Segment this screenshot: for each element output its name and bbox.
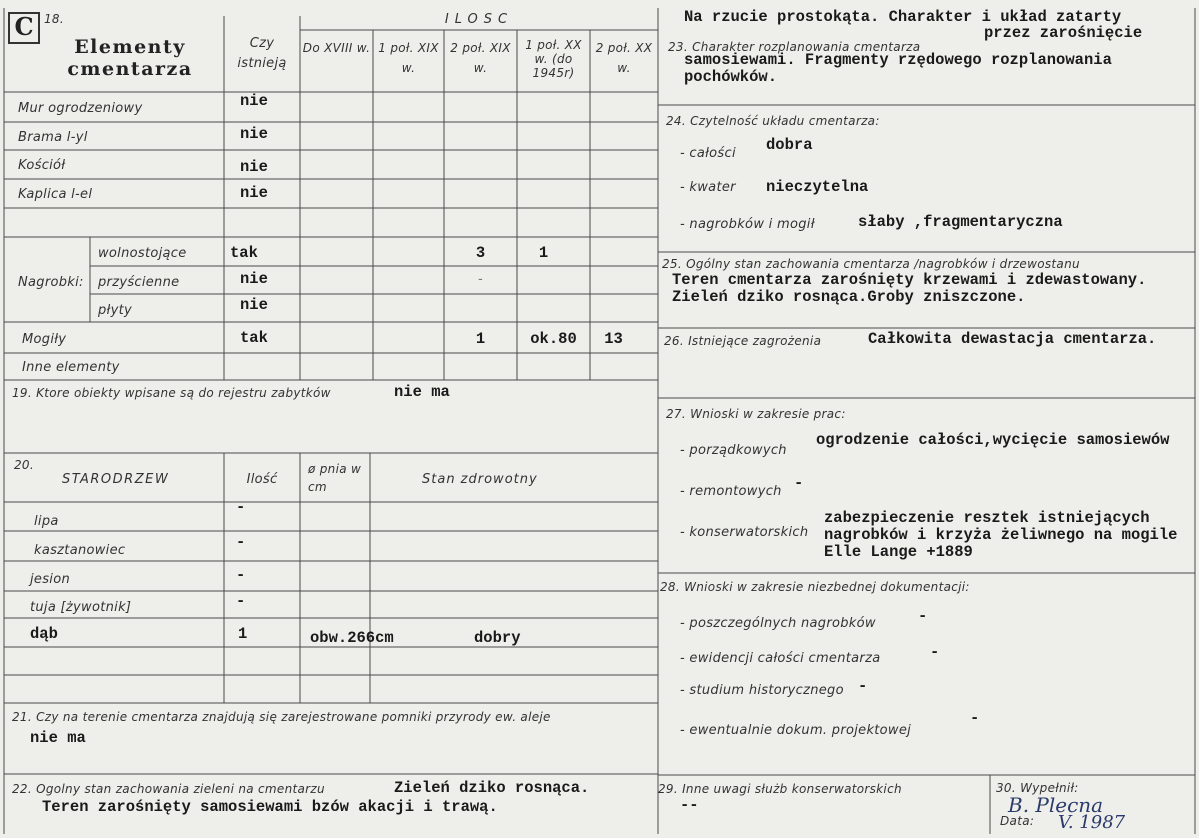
czytelnosc-kwater-label: - kwater bbox=[680, 180, 736, 195]
dok-ewidencji-value: - bbox=[930, 643, 940, 661]
nagrobki-label: Nagrobki: bbox=[18, 275, 84, 290]
mogily-xx-2: 13 bbox=[604, 330, 623, 348]
row-value-kaplica: nie bbox=[240, 184, 268, 202]
col-header-ilosc: ILOSC bbox=[444, 12, 514, 27]
tree-name-tuja: tuja [żywotnik] bbox=[30, 600, 132, 615]
wolnostojace-xx-1: 1 bbox=[538, 244, 549, 262]
section-21-label: 21. Czy na terenie cmentarza znajdują się zarejestrowane pomniki przyrody ew. aleje bbox=[12, 710, 551, 724]
dok-nagrobkow-label: - poszczególnych nagrobków bbox=[680, 616, 876, 631]
section-18-number: 18. bbox=[44, 12, 64, 26]
section-22-label: 22. Ogolny stan zachowania zieleni na cmentarzu bbox=[12, 782, 325, 796]
czytelnosc-kwater-value: nieczytelna bbox=[766, 178, 869, 196]
section-22-value-1: Zieleń dziko rosnąca. bbox=[394, 779, 590, 797]
mogily-xix-2: 1 bbox=[475, 330, 486, 348]
col-header-xviii: Do XVIII w. bbox=[302, 41, 371, 55]
section-29-label: 29. Inne uwagi służb konserwatorskich bbox=[658, 782, 902, 796]
section-22-value-2: Teren zarośnięty samosiewami bzów akacji i trawą. bbox=[42, 798, 498, 816]
dok-ewidencji-label: - ewidencji całości cmentarza bbox=[680, 651, 881, 666]
row-label-kosciol: Kościół bbox=[18, 158, 66, 173]
section-29-value: -- bbox=[680, 796, 699, 814]
section-21-value: nie ma bbox=[30, 729, 86, 747]
tree-name-kasztanowiec: kasztanowiec bbox=[34, 543, 126, 558]
starodrzew-col-pien: ø pnia w cm bbox=[308, 462, 362, 494]
handwritten-signature: B. Plecna bbox=[1008, 793, 1104, 817]
row-label-mogily: Mogiły bbox=[22, 332, 67, 347]
tree-pien-dab: obw.266cm bbox=[310, 629, 394, 647]
przyscienne-xix-2: - bbox=[478, 272, 483, 287]
prace-remontowe-value: - bbox=[794, 474, 804, 492]
wolnostojace-xix-2: 3 bbox=[475, 244, 486, 262]
date-label: Data: bbox=[1000, 814, 1035, 828]
row-value-mogily: tak bbox=[240, 329, 268, 347]
tree-stan-dab: dobry bbox=[474, 629, 521, 647]
row-label-kaplica: Kaplica l-el bbox=[18, 187, 93, 202]
row-label-przyscienne: przyścienne bbox=[98, 275, 180, 290]
card-type-box: C bbox=[8, 12, 40, 44]
prace-konserwatorskie-value: zabezpieczenie resztek istniejących nagrobków i krzyża żeliwnego na mogile Elle Lange +1889 bbox=[824, 509, 1178, 561]
row-label-wolnostojace: wolnostojące bbox=[98, 246, 187, 261]
section-23-label: 23. Charakter rozplanowania cmentarza bbox=[668, 40, 921, 54]
dok-studium-label: - studium historycznego bbox=[680, 683, 844, 698]
section-23-top-1: Na rzucie prostokąta. Charakter i układ zatarty bbox=[684, 8, 1122, 26]
section-26-value: Całkowita dewastacja cmentarza. bbox=[868, 330, 1157, 348]
mogily-xx-1: ok.80 bbox=[530, 330, 577, 348]
section-26-label: 26. Istniejące zagrożenia bbox=[664, 334, 822, 348]
prace-remontowe-label: - remontowych bbox=[680, 484, 782, 499]
section-20-number: 20. bbox=[14, 458, 34, 472]
dok-studium-value: - bbox=[858, 677, 868, 695]
handwritten-date: V. 1987 bbox=[1058, 812, 1126, 833]
dok-projektowej-label: - ewentualnie dokum. projektowej bbox=[680, 723, 912, 738]
row-value-brama: nie bbox=[240, 125, 268, 143]
section-19-label: 19. Ktore obiekty wpisane są do rejestru zabytków bbox=[12, 386, 331, 400]
row-label-inne: Inne elementy bbox=[22, 360, 120, 375]
section-19-value: nie ma bbox=[394, 383, 450, 401]
prace-porzadkowe-value: ogrodzenie całości,wycięcie samosiewów bbox=[816, 431, 1170, 449]
dok-projektowej-value: - bbox=[970, 709, 980, 727]
section-27-label: 27. Wnioski w zakresie prac: bbox=[666, 407, 846, 421]
section-24-label: 24. Czytelność układu cmentarza: bbox=[666, 114, 880, 128]
row-label-plyty: płyty bbox=[98, 303, 132, 318]
section-25-value: Teren cmentarza zarośnięty krzewami i zdewastowany. Zieleń dziko rosnąca.Groby zniszczone. bbox=[672, 271, 1147, 306]
section-28-label: 28. Wnioski w zakresie niezbednej dokumentacji: bbox=[660, 580, 970, 594]
col-header-exists: Czy istnieją bbox=[237, 36, 287, 71]
tree-name-jesion: jesion bbox=[30, 572, 70, 587]
prace-konserwatorskie-label: - konserwatorskich bbox=[680, 525, 809, 540]
section-23-value: samosiewami. Fragmenty rzędowego rozplanowania pochówków. bbox=[684, 51, 1112, 86]
row-value-plyty: nie bbox=[240, 296, 268, 314]
section-18-title: Elementy cmentarza bbox=[67, 36, 193, 80]
tree-qty-kasztanowiec: - bbox=[236, 533, 246, 551]
dok-nagrobkow-value: - bbox=[918, 607, 928, 625]
section-23-top-2: przez zarośnięcie bbox=[984, 24, 1143, 42]
czytelnosc-calosci-value: dobra bbox=[766, 136, 813, 154]
row-value-wolnostojace: tak bbox=[230, 244, 258, 262]
section-20-title: STARODRZEW bbox=[62, 472, 170, 487]
col-header-xix-2: 2 poł. XIX w. bbox=[450, 41, 511, 75]
czytelnosc-nagrobkow-value: słaby ,fragmentaryczna bbox=[858, 213, 1063, 231]
row-value-przyscienne: nie bbox=[240, 270, 268, 288]
czytelnosc-nagrobkow-label: - nagrobków i mogił bbox=[680, 217, 815, 232]
starodrzew-col-stan: Stan zdrowotny bbox=[422, 472, 538, 487]
tree-qty-dab: 1 bbox=[238, 625, 248, 643]
col-header-xx-2: 2 poł. XX w. bbox=[595, 41, 653, 75]
section-25-label: 25. Ogólny stan zachowania cmentarza /nagrobków i drzewostanu bbox=[662, 257, 1080, 271]
section-30-label: 30. Wypełnił: bbox=[996, 781, 1079, 795]
tree-qty-tuja: - bbox=[236, 592, 246, 610]
col-header-xx-1: 1 poł. XX w. (do 1945r) bbox=[525, 38, 582, 80]
row-value-mur: nie bbox=[240, 92, 268, 110]
prace-porzadkowe-label: - porządkowych bbox=[680, 443, 787, 458]
row-value-kosciol: nie bbox=[240, 158, 268, 176]
row-label-mur: Mur ogrodzeniowy bbox=[18, 101, 143, 116]
tree-qty-lipa: - bbox=[236, 498, 246, 516]
tree-qty-jesion: - bbox=[236, 566, 246, 584]
tree-name-dab: dąb bbox=[30, 625, 58, 643]
czytelnosc-calosci-label: - całości bbox=[680, 146, 736, 161]
col-header-xix-1: 1 poł. XIX w. bbox=[378, 41, 439, 75]
row-label-brama: Brama l-yl bbox=[18, 130, 88, 145]
starodrzew-col-ilosc: Ilość bbox=[246, 472, 278, 487]
tree-name-lipa: lipa bbox=[34, 514, 59, 529]
